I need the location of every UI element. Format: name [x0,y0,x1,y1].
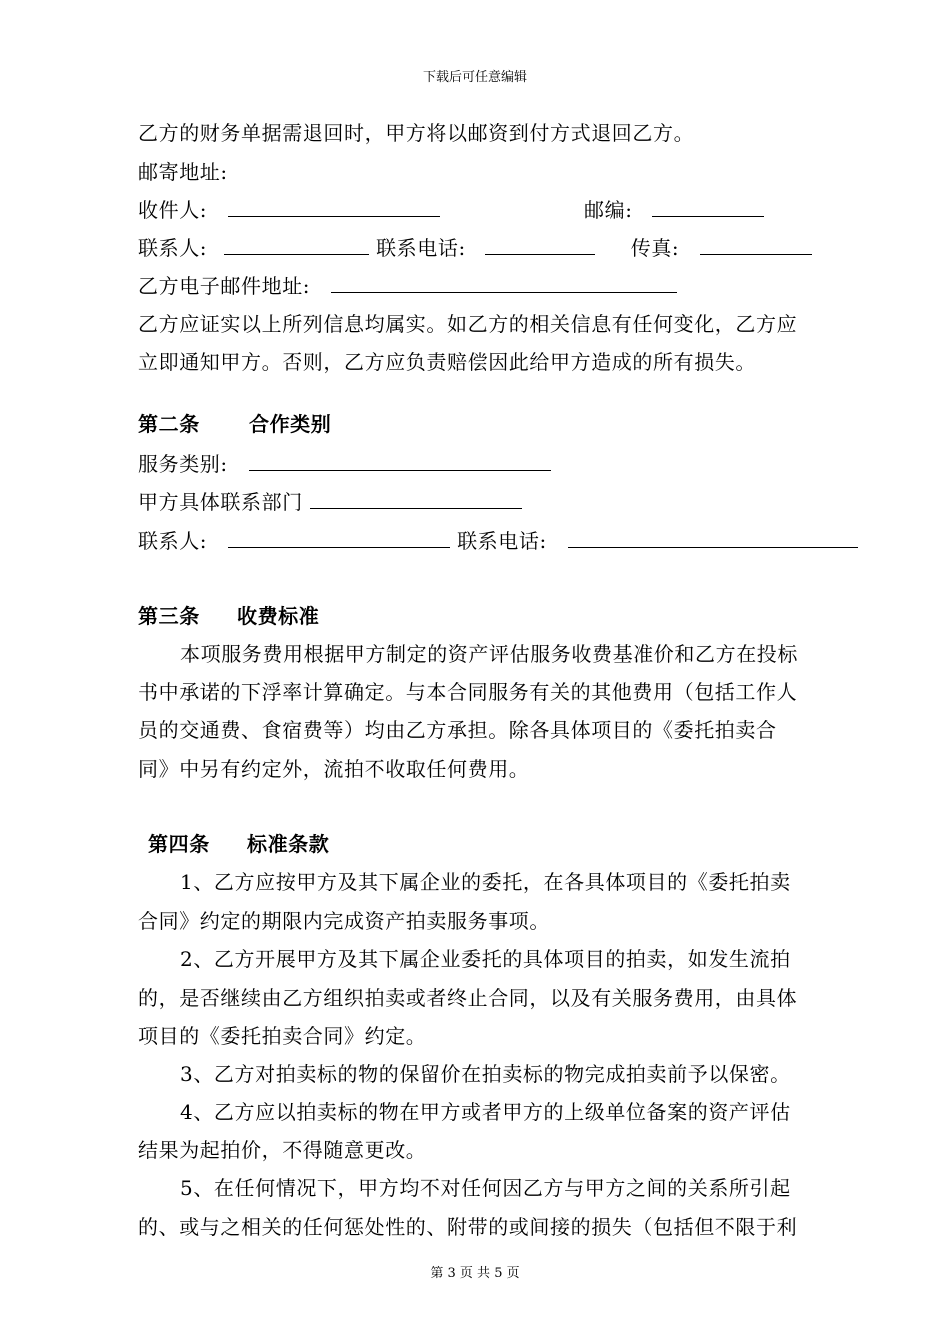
service-type-blank[interactable] [249,450,551,471]
clause1-line1: 1、乙方应按甲方及其下属企业的委托，在各具体项目的《委托拍卖 [180,870,791,894]
clause4-line1: 4、乙方应以拍卖标的物在甲方或者甲方的上级单位备案的资产评估 [180,1100,791,1124]
article2-contact-blank[interactable] [228,527,450,548]
phone-label: 联系电话: [376,236,466,260]
return-documents-text: 乙方的财务单据需退回时，甲方将以邮资到付方式退回乙方。 [138,121,695,145]
clause5-line1: 5、在任何情况下，甲方均不对任何因乙方与甲方之间的关系所引起 [180,1176,791,1200]
email-label: 乙方电子邮件地址: [138,274,311,298]
email-blank[interactable] [331,272,677,293]
article2-phone-blank[interactable] [568,527,858,548]
article2-heading [138,410,331,438]
article4-title: 标准条款 [246,832,330,856]
page-header: 下载后可任意编辑 [422,70,527,85]
contact-row [138,234,812,262]
recipient-row [138,196,764,224]
article3-title: 收费标准 [236,604,320,628]
article4-heading [148,830,329,858]
clause2-line1: 2、乙方开展甲方及其下属企业委托的具体项目的拍卖，如发生流拍 [180,947,791,971]
article3-para-line2: 书中承诺的下浮率计算确定。与本合同服务有关的其他费用（包括工作人 [138,680,798,704]
article3-heading [138,602,319,630]
article3-para-line1: 本项服务费用根据甲方制定的资产评估服务收费基准价和乙方在投标 [180,642,798,666]
dept-label: 甲方具体联系部门 [138,490,303,514]
mail-address-label: 邮寄地址: [138,160,228,184]
clause5-line2: 的、或与之相关的任何惩处性的、附带的或间接的损失（包括但不限于利 [138,1215,798,1239]
confirm-text-1: 乙方应证实以上所列信息均属实。如乙方的相关信息有任何变化，乙方应 [138,312,798,336]
article4-number: 第四条 [148,832,210,856]
article2-title: 合作类别 [248,412,332,436]
dept-blank[interactable] [310,488,522,509]
service-type-label: 服务类别: [138,452,228,476]
confirm-text-2: 立即通知甲方。否则，乙方应负责赔偿因此给甲方造成的所有损失。 [138,350,756,374]
recipient-label: 收件人: [138,198,208,222]
fax-label: 传真: [630,236,680,260]
recipient-blank[interactable] [228,196,440,217]
postcode-label: 邮编: [584,198,633,222]
article2-number: 第二条 [138,412,200,436]
clause4-line2: 结果为起拍价，不得随意更改。 [138,1138,427,1162]
clause2-line2: 的，是否继续由乙方组织拍卖或者终止合同，以及有关服务费用，由具体 [138,986,798,1010]
clause3-line1: 3、乙方对拍卖标的物的保留价在拍卖标的物完成拍卖前予以保密。 [180,1062,791,1086]
postcode-blank[interactable] [652,196,764,217]
contact-blank[interactable] [224,234,369,255]
article2-contact-label: 联系人: [138,529,208,553]
article3-para-line4: 同》中另有约定外，流拍不收取任何费用。 [138,757,530,781]
article3-para-line3: 员的交通费、食宿费等）均由乙方承担。除各具体项目的《委托拍卖合 [138,718,777,742]
article2-phone-label: 联系电话: [457,529,547,553]
dept-row [138,488,522,516]
clause1-line2: 合同》约定的期限内完成资产拍卖服务事项。 [138,909,550,933]
article3-number: 第三条 [138,604,200,628]
article2-contact-row [138,527,858,555]
service-type-row [138,450,551,478]
clause2-line3: 项目的《委托拍卖合同》约定。 [138,1024,427,1048]
fax-blank[interactable] [700,234,812,255]
page-footer: 第 3 页 共 5 页 [430,1266,520,1281]
phone-blank[interactable] [485,234,595,255]
contact-label: 联系人: [138,236,208,260]
email-row [138,272,677,300]
